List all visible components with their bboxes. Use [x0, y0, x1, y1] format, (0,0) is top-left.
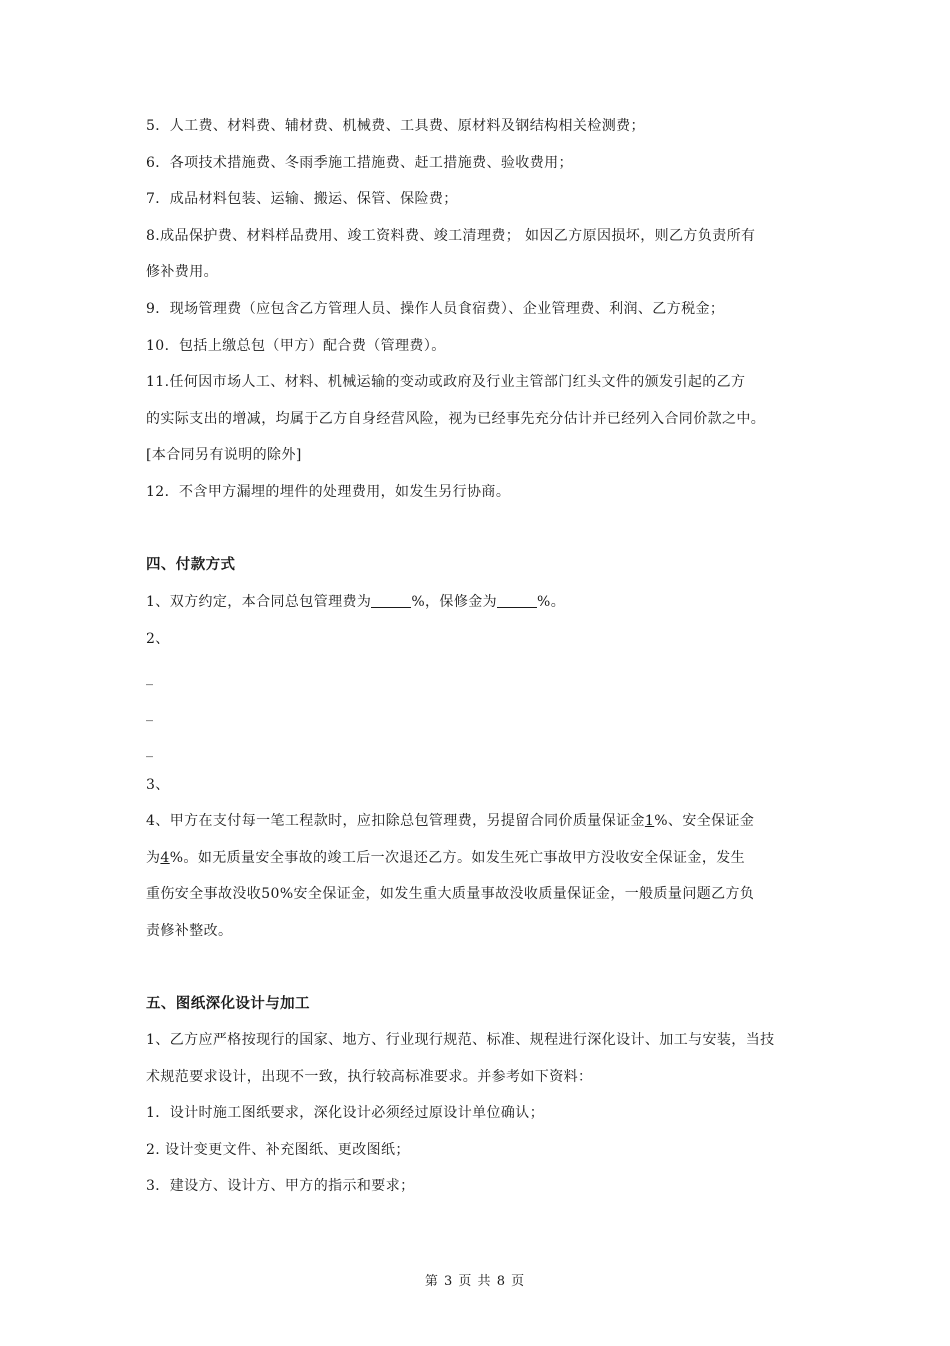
payment-item-1-text-b: %，保修金为 [411, 594, 498, 610]
payment-item-4-text-d: %。如无质量安全事故的竣工后一次退还乙方。如发生死亡事故甲方没收安全保证金，发生 [169, 850, 746, 866]
quality-deposit-value: 1 [644, 813, 655, 829]
payment-item-4-line-1 [146, 811, 816, 831]
payment-item-1-text-c: %。 [537, 594, 566, 610]
clause-10: 10．包括上缴总包（甲方）配合费（管理费）。 [146, 338, 446, 354]
payment-item-4-line-2 [146, 848, 816, 868]
design-item-1-line-1: 1、乙方应严格按现行的国家、地方、行业现行规范、标准、规程进行深化设计、加工与安装，当技 [146, 1032, 775, 1048]
payment-item-4-line-4: 责修补整改。 [146, 923, 233, 939]
payment-item-4-line-3: 重伤安全事故没收50%安全保证金，如发生重大质量事故没收质量保证金，一般质量问题乙方负 [146, 886, 755, 902]
clause-11-note: [本合同另有说明的除外] [146, 447, 302, 463]
clause-11-line-2: 的实际支出的增减，均属于乙方自身经营风险，视为已经事先充分估计并已经列入合同价款之中。 [146, 411, 766, 427]
payment-item-1 [146, 592, 816, 612]
payment-item-4-text-a: 4、甲方在支付每一笔工程款时，应扣除总包管理费，另提留合同价质量保证金 [146, 813, 645, 829]
reference-item-2: 2. 设计变更文件、补充图纸、更改图纸； [146, 1142, 410, 1158]
clause-8-line-1: 8.成品保护费、材料样品费用、竣工资料费、竣工清理费； 如因乙方原因损坏，则乙方负责所有 [146, 228, 756, 244]
payment-item-4-text-b: %、安全保证金 [654, 813, 755, 829]
page-number: 第 3 页 共 8 页 [424, 1274, 526, 1289]
section-4-heading: 四、付款方式 [146, 557, 236, 573]
clause-7: 7．成品材料包装、运输、搬运、保管、保险费； [146, 191, 458, 207]
payment-item-2: 2、 [146, 631, 170, 647]
section-5-heading: 五、图纸深化设计与加工 [146, 996, 310, 1012]
dash-line-2: _ [146, 706, 154, 722]
warranty-blank [497, 593, 537, 608]
clause-12: 12．不含甲方漏埋的埋件的处理费用，如发生另行协商。 [146, 484, 511, 500]
payment-item-3: 3、 [146, 777, 170, 793]
clause-6: 6．各项技术措施费、冬雨季施工措施费、赶工措施费、验收费用； [146, 155, 573, 171]
clause-9: 9．现场管理费（应包含乙方管理人员、操作人员食宿费）、企业管理费、利润、乙方税金； [146, 301, 725, 317]
payment-item-4-text-c: 为 [146, 850, 161, 866]
reference-item-1: 1．设计时施工图纸要求，深化设计必须经过原设计单位确认； [146, 1105, 545, 1121]
payment-item-1-text-a: 1、双方约定，本合同总包管理费为 [146, 594, 372, 610]
reference-item-3: 3．建设方、设计方、甲方的指示和要求； [146, 1178, 415, 1194]
clause-11-line-1: 11.任何因市场人工、材料、机械运输的变动或政府及行业主管部门红头文件的颁发引起的乙方 [146, 374, 746, 390]
safety-deposit-value: 4 [160, 850, 170, 866]
design-item-1-line-2: 术规范要求设计，出现不一致，执行较高标准要求。并参考如下资料： [146, 1069, 593, 1085]
dash-line-3: _ [146, 742, 154, 758]
dash-line-1: _ [146, 670, 154, 686]
clause-5: 5．人工费、材料费、辅材费、机械费、工具费、原材料及钢结构相关检测费； [146, 118, 645, 134]
clause-8-line-2: 修补费用。 [146, 264, 218, 280]
management-fee-blank [371, 593, 411, 608]
